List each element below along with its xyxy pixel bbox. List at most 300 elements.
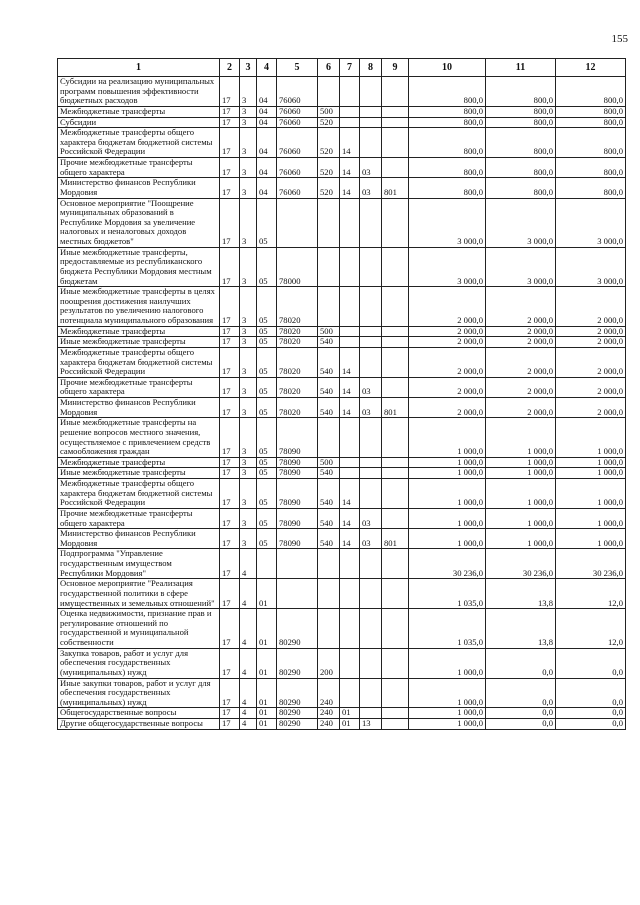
table-row bbox=[58, 609, 626, 649]
cell-col5: 76060 bbox=[277, 128, 318, 158]
cell-col6 bbox=[318, 579, 340, 609]
column-header-8: 8 bbox=[360, 59, 382, 77]
cell-name: Иные межбюджетные трансферты bbox=[58, 468, 220, 479]
cell-col5: 78000 bbox=[277, 247, 318, 287]
cell-col2: 17 bbox=[220, 326, 240, 337]
cell-amount-10: 2 000,0 bbox=[409, 347, 486, 377]
cell-col6: 200 bbox=[318, 648, 340, 678]
cell-col8 bbox=[360, 247, 382, 287]
cell-col3: 4 bbox=[240, 678, 257, 708]
cell-col2: 17 bbox=[220, 609, 240, 649]
table-body bbox=[58, 77, 626, 730]
cell-col2: 17 bbox=[220, 377, 240, 397]
cell-col7 bbox=[340, 117, 360, 128]
cell-col9 bbox=[382, 479, 409, 509]
column-header-3: 3 bbox=[240, 59, 257, 77]
cell-amount-10: 1 000,0 bbox=[409, 648, 486, 678]
cell-amount-11: 13,8 bbox=[486, 579, 556, 609]
cell-col2: 17 bbox=[220, 347, 240, 377]
cell-amount-10: 800,0 bbox=[409, 106, 486, 117]
cell-col3: 3 bbox=[240, 457, 257, 468]
cell-col3: 3 bbox=[240, 106, 257, 117]
cell-col7 bbox=[340, 326, 360, 337]
cell-amount-11: 800,0 bbox=[486, 158, 556, 178]
cell-col9 bbox=[382, 117, 409, 128]
cell-col5: 78090 bbox=[277, 479, 318, 509]
cell-col4: 05 bbox=[257, 479, 277, 509]
cell-col6: 540 bbox=[318, 468, 340, 479]
cell-col7 bbox=[340, 337, 360, 348]
cell-col9 bbox=[382, 719, 409, 730]
table-row bbox=[58, 337, 626, 348]
cell-col4: 05 bbox=[257, 529, 277, 549]
table-row bbox=[58, 579, 626, 609]
cell-col9 bbox=[382, 508, 409, 528]
cell-col4: 05 bbox=[257, 347, 277, 377]
cell-amount-11: 30 236,0 bbox=[486, 549, 556, 579]
column-header-4: 4 bbox=[257, 59, 277, 77]
cell-amount-10: 3 000,0 bbox=[409, 198, 486, 247]
cell-amount-11: 1 000,0 bbox=[486, 457, 556, 468]
cell-col4: 05 bbox=[257, 198, 277, 247]
cell-amount-10: 800,0 bbox=[409, 77, 486, 107]
table-row bbox=[58, 198, 626, 247]
cell-col8 bbox=[360, 457, 382, 468]
cell-amount-10: 1 000,0 bbox=[409, 719, 486, 730]
cell-amount-10: 800,0 bbox=[409, 178, 486, 198]
cell-col2: 17 bbox=[220, 337, 240, 348]
cell-col8 bbox=[360, 468, 382, 479]
cell-col6 bbox=[318, 198, 340, 247]
cell-name: Закупка товаров, работ и услуг для обеспечения государственных (муниципальных) нужд bbox=[58, 648, 220, 678]
cell-col7: 14 bbox=[340, 479, 360, 509]
table-row bbox=[58, 479, 626, 509]
cell-col7 bbox=[340, 549, 360, 579]
cell-amount-10: 1 000,0 bbox=[409, 508, 486, 528]
cell-col7: 14 bbox=[340, 347, 360, 377]
cell-amount-11: 1 000,0 bbox=[486, 479, 556, 509]
column-header-10: 10 bbox=[409, 59, 486, 77]
cell-amount-12: 12,0 bbox=[556, 579, 626, 609]
cell-amount-12: 800,0 bbox=[556, 117, 626, 128]
cell-col7: 14 bbox=[340, 508, 360, 528]
cell-col2: 17 bbox=[220, 128, 240, 158]
cell-col6: 240 bbox=[318, 719, 340, 730]
cell-col7 bbox=[340, 678, 360, 708]
cell-amount-12: 3 000,0 bbox=[556, 198, 626, 247]
cell-amount-11: 1 000,0 bbox=[486, 508, 556, 528]
cell-amount-12: 3 000,0 bbox=[556, 247, 626, 287]
cell-col6 bbox=[318, 287, 340, 327]
cell-col7 bbox=[340, 77, 360, 107]
cell-amount-12: 800,0 bbox=[556, 77, 626, 107]
cell-col5: 76060 bbox=[277, 178, 318, 198]
cell-col4: 04 bbox=[257, 77, 277, 107]
table-row bbox=[58, 457, 626, 468]
cell-col2: 17 bbox=[220, 549, 240, 579]
cell-col7: 14 bbox=[340, 158, 360, 178]
cell-amount-11: 3 000,0 bbox=[486, 198, 556, 247]
cell-col3: 3 bbox=[240, 418, 257, 458]
table-row bbox=[58, 377, 626, 397]
cell-name: Межбюджетные трансферты bbox=[58, 457, 220, 468]
cell-col7: 14 bbox=[340, 377, 360, 397]
cell-col5: 76060 bbox=[277, 117, 318, 128]
table-row bbox=[58, 529, 626, 549]
cell-col5: 78090 bbox=[277, 468, 318, 479]
cell-col8 bbox=[360, 418, 382, 458]
cell-col4: 05 bbox=[257, 287, 277, 327]
cell-col9 bbox=[382, 337, 409, 348]
cell-col9: 801 bbox=[382, 398, 409, 418]
cell-amount-12: 1 000,0 bbox=[556, 508, 626, 528]
cell-col8 bbox=[360, 648, 382, 678]
cell-col7 bbox=[340, 609, 360, 649]
cell-amount-11: 2 000,0 bbox=[486, 287, 556, 327]
cell-amount-12: 0,0 bbox=[556, 708, 626, 719]
cell-col3: 3 bbox=[240, 326, 257, 337]
cell-col5 bbox=[277, 198, 318, 247]
cell-col3: 3 bbox=[240, 337, 257, 348]
cell-col6 bbox=[318, 247, 340, 287]
cell-col9 bbox=[382, 678, 409, 708]
cell-col4: 05 bbox=[257, 508, 277, 528]
cell-col3: 3 bbox=[240, 247, 257, 287]
cell-col9 bbox=[382, 377, 409, 397]
cell-amount-10: 3 000,0 bbox=[409, 247, 486, 287]
cell-amount-11: 800,0 bbox=[486, 128, 556, 158]
cell-name: Иные межбюджетные трансферты в целях поощрения достижения наилучших результатов по увеличению налогового потенциала муниципального образования bbox=[58, 287, 220, 327]
cell-col2: 17 bbox=[220, 398, 240, 418]
cell-amount-10: 2 000,0 bbox=[409, 287, 486, 327]
cell-amount-12: 800,0 bbox=[556, 128, 626, 158]
cell-col7 bbox=[340, 287, 360, 327]
cell-name: Прочие межбюджетные трансферты общего характера bbox=[58, 508, 220, 528]
cell-col8: 03 bbox=[360, 377, 382, 397]
cell-col6 bbox=[318, 609, 340, 649]
table-row bbox=[58, 508, 626, 528]
cell-name: Подпрограмма "Управление государственным имуществом Республики Мордовия" bbox=[58, 549, 220, 579]
cell-col4: 05 bbox=[257, 326, 277, 337]
cell-col9 bbox=[382, 77, 409, 107]
cell-name: Прочие межбюджетные трансферты общего характера bbox=[58, 158, 220, 178]
cell-col4: 04 bbox=[257, 117, 277, 128]
cell-amount-12: 1 000,0 bbox=[556, 418, 626, 458]
cell-amount-12: 2 000,0 bbox=[556, 377, 626, 397]
cell-amount-10: 1 000,0 bbox=[409, 678, 486, 708]
cell-name: Общегосударственные вопросы bbox=[58, 708, 220, 719]
cell-col3: 3 bbox=[240, 77, 257, 107]
cell-col3: 4 bbox=[240, 648, 257, 678]
cell-col3: 3 bbox=[240, 117, 257, 128]
cell-col3: 3 bbox=[240, 128, 257, 158]
cell-col7 bbox=[340, 457, 360, 468]
cell-col9 bbox=[382, 708, 409, 719]
cell-col6: 500 bbox=[318, 106, 340, 117]
cell-amount-12: 1 000,0 bbox=[556, 468, 626, 479]
cell-col6: 540 bbox=[318, 479, 340, 509]
cell-col5 bbox=[277, 549, 318, 579]
cell-name: Прочие межбюджетные трансферты общего характера bbox=[58, 377, 220, 397]
cell-col9 bbox=[382, 457, 409, 468]
budget-table bbox=[57, 58, 626, 730]
cell-name: Министерство финансов Республики Мордовия bbox=[58, 178, 220, 198]
cell-col6 bbox=[318, 77, 340, 107]
cell-amount-11: 2 000,0 bbox=[486, 377, 556, 397]
cell-col2: 17 bbox=[220, 158, 240, 178]
cell-col5: 78020 bbox=[277, 326, 318, 337]
cell-col6: 500 bbox=[318, 457, 340, 468]
table-row bbox=[58, 247, 626, 287]
table-row bbox=[58, 158, 626, 178]
cell-col3: 3 bbox=[240, 377, 257, 397]
cell-amount-10: 2 000,0 bbox=[409, 337, 486, 348]
cell-amount-12: 0,0 bbox=[556, 678, 626, 708]
table-row bbox=[58, 418, 626, 458]
cell-col6: 540 bbox=[318, 377, 340, 397]
cell-col5: 78020 bbox=[277, 377, 318, 397]
cell-col2: 17 bbox=[220, 247, 240, 287]
cell-col7: 01 bbox=[340, 719, 360, 730]
table-row bbox=[58, 678, 626, 708]
table-row bbox=[58, 77, 626, 107]
column-header-6: 6 bbox=[318, 59, 340, 77]
cell-name: Межбюджетные трансферты общего характера бюджетам бюджетной системы Российской Федерации bbox=[58, 128, 220, 158]
cell-col4: 01 bbox=[257, 719, 277, 730]
table-row bbox=[58, 287, 626, 327]
cell-col4: 05 bbox=[257, 337, 277, 348]
cell-col9: 801 bbox=[382, 178, 409, 198]
cell-amount-12: 0,0 bbox=[556, 648, 626, 678]
cell-col4: 04 bbox=[257, 128, 277, 158]
cell-amount-12: 1 000,0 bbox=[556, 529, 626, 549]
cell-amount-10: 1 000,0 bbox=[409, 479, 486, 509]
column-header-11: 11 bbox=[486, 59, 556, 77]
cell-col7: 01 bbox=[340, 708, 360, 719]
cell-col6: 540 bbox=[318, 337, 340, 348]
cell-amount-12: 2 000,0 bbox=[556, 347, 626, 377]
cell-col7 bbox=[340, 418, 360, 458]
cell-col8 bbox=[360, 287, 382, 327]
table-row bbox=[58, 708, 626, 719]
cell-col9 bbox=[382, 648, 409, 678]
cell-amount-11: 0,0 bbox=[486, 708, 556, 719]
cell-amount-12: 800,0 bbox=[556, 106, 626, 117]
cell-col2: 17 bbox=[220, 708, 240, 719]
cell-col8 bbox=[360, 549, 382, 579]
cell-amount-10: 800,0 bbox=[409, 158, 486, 178]
cell-col9 bbox=[382, 326, 409, 337]
cell-col4: 05 bbox=[257, 398, 277, 418]
cell-col9 bbox=[382, 198, 409, 247]
cell-name: Иные закупки товаров, работ и услуг для обеспечения государственных (муниципальных) нужд bbox=[58, 678, 220, 708]
cell-col6 bbox=[318, 418, 340, 458]
cell-col6: 520 bbox=[318, 117, 340, 128]
cell-col3: 3 bbox=[240, 347, 257, 377]
cell-name: Министерство финансов Республики Мордовия bbox=[58, 398, 220, 418]
cell-amount-11: 2 000,0 bbox=[486, 326, 556, 337]
cell-col9: 801 bbox=[382, 529, 409, 549]
cell-name: Министерство финансов Республики Мордовия bbox=[58, 529, 220, 549]
cell-amount-11: 2 000,0 bbox=[486, 347, 556, 377]
cell-col9 bbox=[382, 579, 409, 609]
cell-amount-10: 2 000,0 bbox=[409, 326, 486, 337]
cell-col3: 4 bbox=[240, 609, 257, 649]
column-header-5: 5 bbox=[277, 59, 318, 77]
cell-col3: 4 bbox=[240, 708, 257, 719]
cell-col7 bbox=[340, 106, 360, 117]
cell-col3: 3 bbox=[240, 287, 257, 327]
cell-col8 bbox=[360, 708, 382, 719]
cell-col5: 76060 bbox=[277, 158, 318, 178]
cell-col6: 240 bbox=[318, 678, 340, 708]
header-row bbox=[58, 59, 626, 77]
cell-col7 bbox=[340, 198, 360, 247]
cell-col4: 01 bbox=[257, 609, 277, 649]
cell-col2: 17 bbox=[220, 106, 240, 117]
cell-col2: 17 bbox=[220, 719, 240, 730]
cell-name: Субсидии bbox=[58, 117, 220, 128]
cell-col2: 17 bbox=[220, 508, 240, 528]
cell-col9 bbox=[382, 418, 409, 458]
cell-amount-11: 1 000,0 bbox=[486, 418, 556, 458]
table-row bbox=[58, 326, 626, 337]
cell-col8 bbox=[360, 198, 382, 247]
cell-col7: 14 bbox=[340, 128, 360, 158]
cell-col8: 03 bbox=[360, 508, 382, 528]
cell-col6: 540 bbox=[318, 347, 340, 377]
column-header-name: 1 bbox=[58, 59, 220, 77]
cell-col6: 540 bbox=[318, 529, 340, 549]
cell-col3: 4 bbox=[240, 579, 257, 609]
cell-col4: 01 bbox=[257, 579, 277, 609]
cell-amount-11: 0,0 bbox=[486, 648, 556, 678]
cell-col4: 05 bbox=[257, 377, 277, 397]
cell-col5: 78090 bbox=[277, 529, 318, 549]
cell-amount-12: 2 000,0 bbox=[556, 326, 626, 337]
cell-col2: 17 bbox=[220, 178, 240, 198]
cell-name: Межбюджетные трансферты bbox=[58, 326, 220, 337]
cell-col3: 4 bbox=[240, 549, 257, 579]
cell-col3: 3 bbox=[240, 198, 257, 247]
cell-col4: 05 bbox=[257, 418, 277, 458]
table-row bbox=[58, 468, 626, 479]
cell-col8: 03 bbox=[360, 398, 382, 418]
cell-amount-12: 1 000,0 bbox=[556, 479, 626, 509]
column-header-2: 2 bbox=[220, 59, 240, 77]
cell-col8: 03 bbox=[360, 158, 382, 178]
cell-col8 bbox=[360, 337, 382, 348]
cell-col8 bbox=[360, 678, 382, 708]
cell-col8 bbox=[360, 117, 382, 128]
cell-amount-11: 1 000,0 bbox=[486, 529, 556, 549]
cell-amount-12: 0,0 bbox=[556, 719, 626, 730]
cell-amount-10: 30 236,0 bbox=[409, 549, 486, 579]
cell-col6 bbox=[318, 549, 340, 579]
cell-col7 bbox=[340, 247, 360, 287]
cell-amount-12: 30 236,0 bbox=[556, 549, 626, 579]
cell-col5: 78020 bbox=[277, 337, 318, 348]
cell-col5: 78020 bbox=[277, 398, 318, 418]
cell-col4: 04 bbox=[257, 106, 277, 117]
cell-amount-12: 800,0 bbox=[556, 158, 626, 178]
cell-col9 bbox=[382, 287, 409, 327]
table-row bbox=[58, 128, 626, 158]
cell-name: Оценка недвижимости, признание прав и регулирование отношений по государственной и муниципальной собственности bbox=[58, 609, 220, 649]
cell-col5: 78020 bbox=[277, 287, 318, 327]
cell-col3: 3 bbox=[240, 508, 257, 528]
cell-amount-11: 0,0 bbox=[486, 678, 556, 708]
table-row bbox=[58, 398, 626, 418]
cell-col9 bbox=[382, 106, 409, 117]
cell-amount-10: 2 000,0 bbox=[409, 377, 486, 397]
cell-name: Иные межбюджетные трансферты, предоставляемые из республиканского бюджета Республики Мордовия местным бюджетам bbox=[58, 247, 220, 287]
cell-amount-12: 2 000,0 bbox=[556, 398, 626, 418]
cell-col5: 76060 bbox=[277, 77, 318, 107]
cell-amount-12: 800,0 bbox=[556, 178, 626, 198]
column-header-12: 12 bbox=[556, 59, 626, 77]
cell-col5 bbox=[277, 579, 318, 609]
table-row bbox=[58, 648, 626, 678]
cell-col3: 3 bbox=[240, 158, 257, 178]
cell-amount-10: 1 035,0 bbox=[409, 579, 486, 609]
cell-amount-11: 0,0 bbox=[486, 719, 556, 730]
cell-amount-10: 1 035,0 bbox=[409, 609, 486, 649]
cell-amount-10: 1 000,0 bbox=[409, 708, 486, 719]
table-row bbox=[58, 106, 626, 117]
column-header-7: 7 bbox=[340, 59, 360, 77]
cell-col9 bbox=[382, 609, 409, 649]
cell-col8 bbox=[360, 609, 382, 649]
cell-col7 bbox=[340, 468, 360, 479]
cell-name: Межбюджетные трансферты bbox=[58, 106, 220, 117]
cell-col2: 17 bbox=[220, 198, 240, 247]
cell-amount-10: 1 000,0 bbox=[409, 457, 486, 468]
cell-col4: 01 bbox=[257, 678, 277, 708]
cell-col3: 3 bbox=[240, 529, 257, 549]
cell-col2: 17 bbox=[220, 579, 240, 609]
cell-amount-11: 1 000,0 bbox=[486, 468, 556, 479]
cell-col2: 17 bbox=[220, 77, 240, 107]
cell-name: Основное мероприятие "Поощрение муниципальных образований в Республике Мордовия за увеличение налоговых и неналоговых доходов местных бюджетов" bbox=[58, 198, 220, 247]
cell-col3: 3 bbox=[240, 178, 257, 198]
table-row bbox=[58, 178, 626, 198]
table-row bbox=[58, 117, 626, 128]
cell-col5: 80290 bbox=[277, 719, 318, 730]
cell-col9 bbox=[382, 549, 409, 579]
cell-col6: 500 bbox=[318, 326, 340, 337]
cell-col2: 17 bbox=[220, 479, 240, 509]
cell-col2: 17 bbox=[220, 678, 240, 708]
cell-col3: 3 bbox=[240, 398, 257, 418]
cell-col8 bbox=[360, 326, 382, 337]
cell-col4: 05 bbox=[257, 468, 277, 479]
column-header-9: 9 bbox=[382, 59, 409, 77]
cell-amount-11: 3 000,0 bbox=[486, 247, 556, 287]
cell-amount-11: 2 000,0 bbox=[486, 398, 556, 418]
cell-col8 bbox=[360, 479, 382, 509]
cell-name: Субсидии на реализацию муниципальных программ повышения эффективности бюджетных расходов bbox=[58, 77, 220, 107]
cell-col4: 05 bbox=[257, 457, 277, 468]
cell-amount-11: 13,8 bbox=[486, 609, 556, 649]
cell-col5: 80290 bbox=[277, 609, 318, 649]
cell-col5: 78090 bbox=[277, 418, 318, 458]
cell-col9 bbox=[382, 128, 409, 158]
cell-col7 bbox=[340, 579, 360, 609]
cell-col4: 01 bbox=[257, 648, 277, 678]
cell-col6: 520 bbox=[318, 128, 340, 158]
cell-amount-11: 800,0 bbox=[486, 106, 556, 117]
